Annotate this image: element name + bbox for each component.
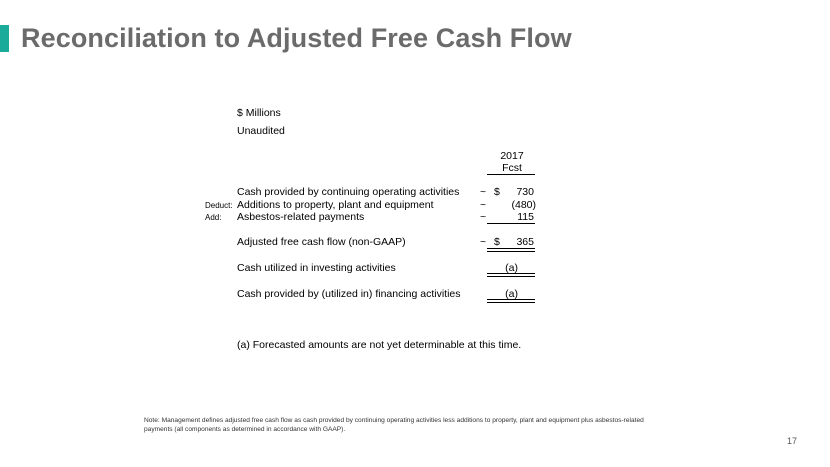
row-value: (480): [511, 199, 536, 211]
column-header-subtitle: Fcst: [502, 162, 522, 174]
units-label: $ Millions: [237, 107, 281, 119]
total-double-underline: [487, 248, 535, 252]
approx-symbol: ~: [480, 199, 487, 211]
row-label: Additions to property, plant and equipment: [237, 199, 434, 211]
title-accent-bar: [0, 25, 9, 52]
row-double-underline: [487, 299, 535, 303]
approx-symbol: ~: [480, 236, 487, 248]
currency-symbol: $: [494, 186, 500, 198]
table-footnote: (a) Forecasted amounts are not yet determinable at this time.: [237, 339, 522, 351]
row-value: 115: [517, 211, 534, 223]
management-note: Note: Management defines adjusted free cash flow as cash provided by continuing operating activities less additions to property, plant and equipment plus asbestos-related payments (all components as determined in accordance with GAAP).: [144, 417, 644, 433]
audit-label: Unaudited: [237, 125, 285, 137]
approx-symbol: ~: [480, 186, 487, 198]
row-prefix: Deduct:: [205, 201, 233, 210]
subtotal-underline: [487, 223, 535, 224]
row-label: Cash utilized in investing activities: [237, 262, 396, 274]
row-label: Asbestos-related payments: [237, 211, 365, 223]
column-header-underline: [487, 174, 535, 175]
row-prefix: Add:: [205, 213, 222, 222]
row-double-underline: [487, 273, 535, 277]
slide-title: Reconciliation to Adjusted Free Cash Flow: [21, 23, 572, 53]
row-value: 365: [516, 236, 534, 248]
row-value: 730: [516, 186, 534, 198]
row-label: Adjusted free cash flow (non-GAAP): [237, 236, 406, 248]
row-label: Cash provided by continuing operating activities: [237, 186, 460, 198]
row-value: (a): [505, 262, 518, 274]
page-number: 17: [787, 436, 798, 446]
column-header-year: 2017: [500, 150, 524, 162]
row-label: Cash provided by (utilized in) financing activities: [237, 288, 461, 300]
approx-symbol: ~: [480, 211, 487, 223]
row-value: (a): [505, 288, 518, 300]
currency-symbol: $: [494, 236, 500, 248]
